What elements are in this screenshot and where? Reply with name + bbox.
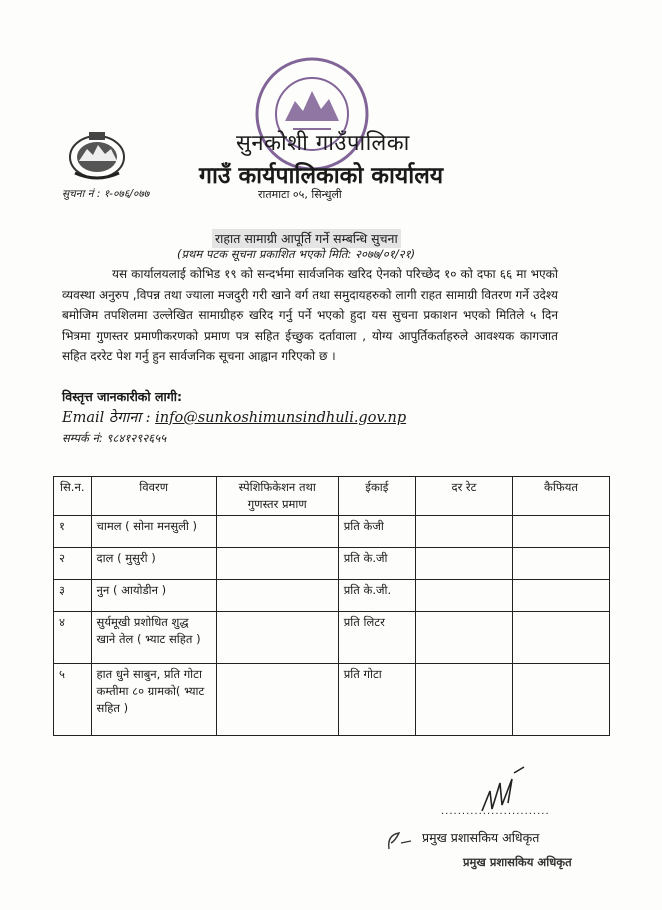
cell-unit: प्रति के.जी bbox=[338, 548, 415, 580]
cell-item: सुर्यमूखी प्रशोधित शुद्ध खाने तेल ( भ्याट सहित ) bbox=[91, 612, 216, 664]
cell-sn: १ bbox=[54, 516, 92, 548]
cell-rate bbox=[415, 516, 512, 548]
cell-item: दाल ( मुसुरी ) bbox=[91, 548, 216, 580]
email-label: Email ठेगाना : bbox=[62, 410, 156, 426]
cell-unit: प्रति गोटा bbox=[338, 664, 415, 736]
cell-sn: ४ bbox=[54, 612, 92, 664]
cell-spec bbox=[216, 580, 338, 612]
header-remarks: कैफियत bbox=[512, 477, 609, 516]
contact-heading: विस्तृत्त जानकारीको लागी: bbox=[62, 389, 182, 404]
notice-subtitle: (प्रथम पटक सूचना प्रकाशित भएको मिति: २०७७/०१/२१) bbox=[177, 247, 416, 261]
table-row bbox=[54, 612, 610, 664]
cell-spec bbox=[216, 548, 338, 580]
table-row bbox=[54, 580, 610, 612]
table-row bbox=[54, 516, 610, 548]
cell-rate bbox=[415, 612, 512, 664]
contact-phone: सम्पर्क नं: ९८४१२९२६५५ bbox=[62, 431, 167, 445]
cell-unit: प्रति लिटर bbox=[338, 612, 415, 664]
cell-spec bbox=[216, 612, 338, 664]
header-spec: स्पेशिफिकेशन तथा गुणस्तर प्रमाण bbox=[216, 477, 338, 516]
cell-remarks bbox=[512, 664, 609, 736]
cell-rate bbox=[415, 580, 512, 612]
cell-remarks bbox=[512, 612, 609, 664]
notice-subject: राहात सामाग्री आपूर्ति गर्ने सम्बन्धि सुचना bbox=[212, 229, 401, 248]
cell-sn: २ bbox=[54, 548, 92, 580]
cell-spec bbox=[216, 516, 338, 548]
signatory-title: प्रमुख प्रशासकिय अधिकृत bbox=[422, 830, 540, 845]
table-header-row bbox=[54, 477, 610, 516]
header-rate: दर रेट bbox=[415, 477, 512, 516]
cell-item: हात धुने साबुन, प्रति गोटा कम्तीमा ८० ग्रामको( भ्याट सहित ) bbox=[91, 664, 216, 736]
cell-remarks bbox=[512, 548, 609, 580]
office-name: सुनकोशी गाउँपालिका bbox=[236, 131, 410, 156]
header-item: विवरण bbox=[91, 477, 216, 516]
table-row bbox=[54, 548, 610, 580]
table-row bbox=[54, 664, 610, 736]
cell-unit: प्रति के.जी. bbox=[338, 580, 415, 612]
signatory-stamp-title: प्रमुख प्रशासकिय अधिकृत bbox=[463, 855, 572, 869]
header-unit: ईकाई bbox=[338, 477, 415, 516]
signature-line: .......................... bbox=[441, 806, 550, 817]
email-link[interactable]: info@sunkoshimunsindhuli.gov.np bbox=[155, 410, 407, 426]
items-table bbox=[53, 476, 610, 736]
cell-spec bbox=[216, 664, 338, 736]
cell-remarks bbox=[512, 516, 609, 548]
email-line bbox=[62, 407, 406, 427]
cell-unit: प्रति केजी bbox=[338, 516, 415, 548]
header-sn: सि.न. bbox=[54, 477, 92, 516]
cell-item: नुन ( आयोडीन ) bbox=[91, 580, 216, 612]
cell-sn: ३ bbox=[54, 580, 92, 612]
government-emblem-icon bbox=[67, 127, 127, 181]
initial-scribble bbox=[385, 829, 415, 853]
cell-rate bbox=[415, 548, 512, 580]
cell-item: चामल ( सोना मनसुली ) bbox=[91, 516, 216, 548]
cell-sn: ५ bbox=[54, 664, 92, 736]
office-address: रातमाटा ०५, सिन्धुली bbox=[258, 188, 342, 201]
cell-remarks bbox=[512, 580, 609, 612]
notice-body: यस कार्यालयलाई कोभिड १९ को सन्दर्भमा सार्वजनिक खरिद ऐनको परिच्छेद १० को दफा ६६ मा भएको व्यवस्था अनुरुप ,विपन्न तथा ज्याला मजदुरी गरी खाने वर्ग तथा समुदायहरुको लागी राहत सामाग्री वितरण गर्ने उदेश्य बमोजिम तपशिलमा उल्लेखित सामाग्रीहरु खरिद गर्नु पर्ने भएको हुदा यस सुचना प्रकाशन भएको मितिले ५ दिन भित्रमा गुणस्तर प्रमाणीकरणको प्रमाण पत्र सहित ईच्छुक दर्तावाला , योग्य आपुर्तिकर्ताहरुले आवश्यक कागजात सहित दररेट पेश गर्नु हुन सार्वजनिक सूचना आह्वान गरिएको छ । bbox=[62, 267, 558, 363]
notice-number: सुचना नं : १-०७६/०७७ bbox=[62, 188, 150, 200]
cell-rate bbox=[415, 664, 512, 736]
office-title: गाउँ कार्यपालिकाको कार्यालय bbox=[199, 163, 444, 189]
